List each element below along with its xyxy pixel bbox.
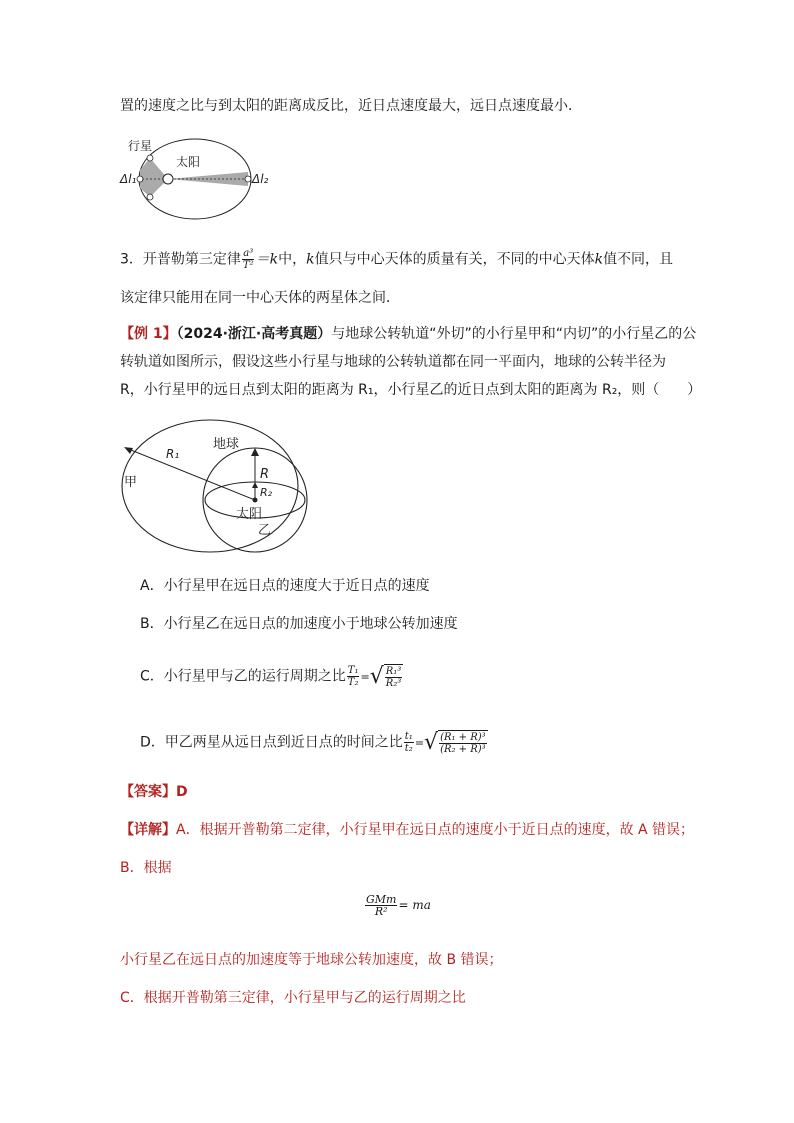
explain-b-result: 小行星乙在远日点的加速度等于地球公转加速度，故 B 错误； <box>120 952 503 968</box>
sun-dot <box>253 498 258 503</box>
newton-formula: $\frac{\text{GMm}}{\text{R²}}$ = ma <box>366 893 431 918</box>
example-line3: R，小行星甲的远日点到太阳的距离为 R₁，小行星乙的近日点到太阳的距离为 R₂，则（ ） <box>120 382 702 398</box>
kepler2-diagram <box>118 134 278 224</box>
kepler3-line2: 该定律只能用在同一中心天体的两星体之间． <box>120 290 400 306</box>
planet-dot <box>245 176 251 182</box>
example-tag: 【例 1】 <box>120 326 177 342</box>
planet-dot <box>147 155 153 161</box>
explain-b: B．根据 <box>120 860 172 876</box>
dl2-label: Δl₂ <box>252 172 269 186</box>
kepler3-fraction: $\frac{\text{a³}}{\text{T²}}$ <box>242 248 254 271</box>
kepler3-line1: 3．开普勒第三定律 $\frac{\text{a³}}{\text{T²}}$ ＝k中，k值只与中心天体的质量有关，不同的中心天体k值不同，且 <box>120 248 674 271</box>
orbit-diagram <box>118 416 308 572</box>
yi-label: 乙 <box>258 523 272 538</box>
example-line1: 【例 1】（2024·浙江·高考真题）与地球公转轨道“外切”的小行星甲和“内切”的小行星乙的公 <box>120 326 697 342</box>
r1-label: R₁ <box>166 447 180 461</box>
option-b: B．小行星乙在远日点的加速度小于地球公转加速度 <box>140 616 458 632</box>
option-d: D．甲乙两星从远日点到近日点的时间之比 $\frac{\text{t₁}}{\text{t₂}}$ = √ $\frac{\text{(R₁ + R)³}}{\text{(R₂ + R)³}}$ <box>140 729 486 755</box>
option-d-radical: √ $\frac{\text{(R₁ + R)³}}{\text{(R₂ + R)³}}$ <box>424 729 486 755</box>
option-c-fraction: $\frac{\text{T₁}}{\text{T₂}}$ <box>347 665 359 688</box>
option-c: C．小行星甲与乙的运行周期之比 $\frac{\text{T₁}}{\text{T₂}}$ = √ $\frac{\text{R₁³}}{\text{R₂³}}$ <box>140 663 402 689</box>
sun-circle <box>163 174 173 184</box>
example-source: （2024·浙江·高考真题） <box>176 326 332 342</box>
option-a: A．小行星甲在远日点的速度大于近日点的速度 <box>140 578 430 594</box>
explain-a: 【详解】A．根据开普勒第二定律，小行星甲在远日点的速度小于近日点的速度，故 A 错误； <box>120 822 695 838</box>
explain-c: C．根据开普勒第三定律，小行星甲与乙的运行周期之比 <box>120 990 466 1006</box>
r-label: R <box>260 467 270 482</box>
sun-label-2: 太阳 <box>236 507 263 522</box>
planet-label: 行星 <box>128 139 153 153</box>
planet-dot <box>137 176 143 182</box>
jia-label: 甲 <box>124 475 138 490</box>
answer-line: 【答案】D <box>120 784 188 800</box>
planet-dot <box>147 194 153 200</box>
answer-value: D <box>176 784 188 800</box>
sun-label: 太阳 <box>176 155 201 169</box>
example-line2: 转轨道如图所示，假设这些小行星与地球的公转轨道都在同一平面内，地球的公转半径为 <box>120 354 666 370</box>
kepler2-text: 置的速度之比与到太阳的距离成反比，近日点速度最大，远日点速度最小． <box>120 98 582 114</box>
kepler3-prefix: 3．开普勒第三定律 <box>120 251 241 268</box>
option-c-radical: √ $\frac{\text{R₁³}}{\text{R₂³}}$ <box>369 663 402 689</box>
earth-label: 地球 <box>213 437 240 452</box>
r2-label: R₂ <box>260 486 273 499</box>
option-d-fraction: $\frac{\text{t₁}}{\text{t₂}}$ <box>404 731 413 754</box>
dl1-label: Δl₁ <box>120 172 137 186</box>
